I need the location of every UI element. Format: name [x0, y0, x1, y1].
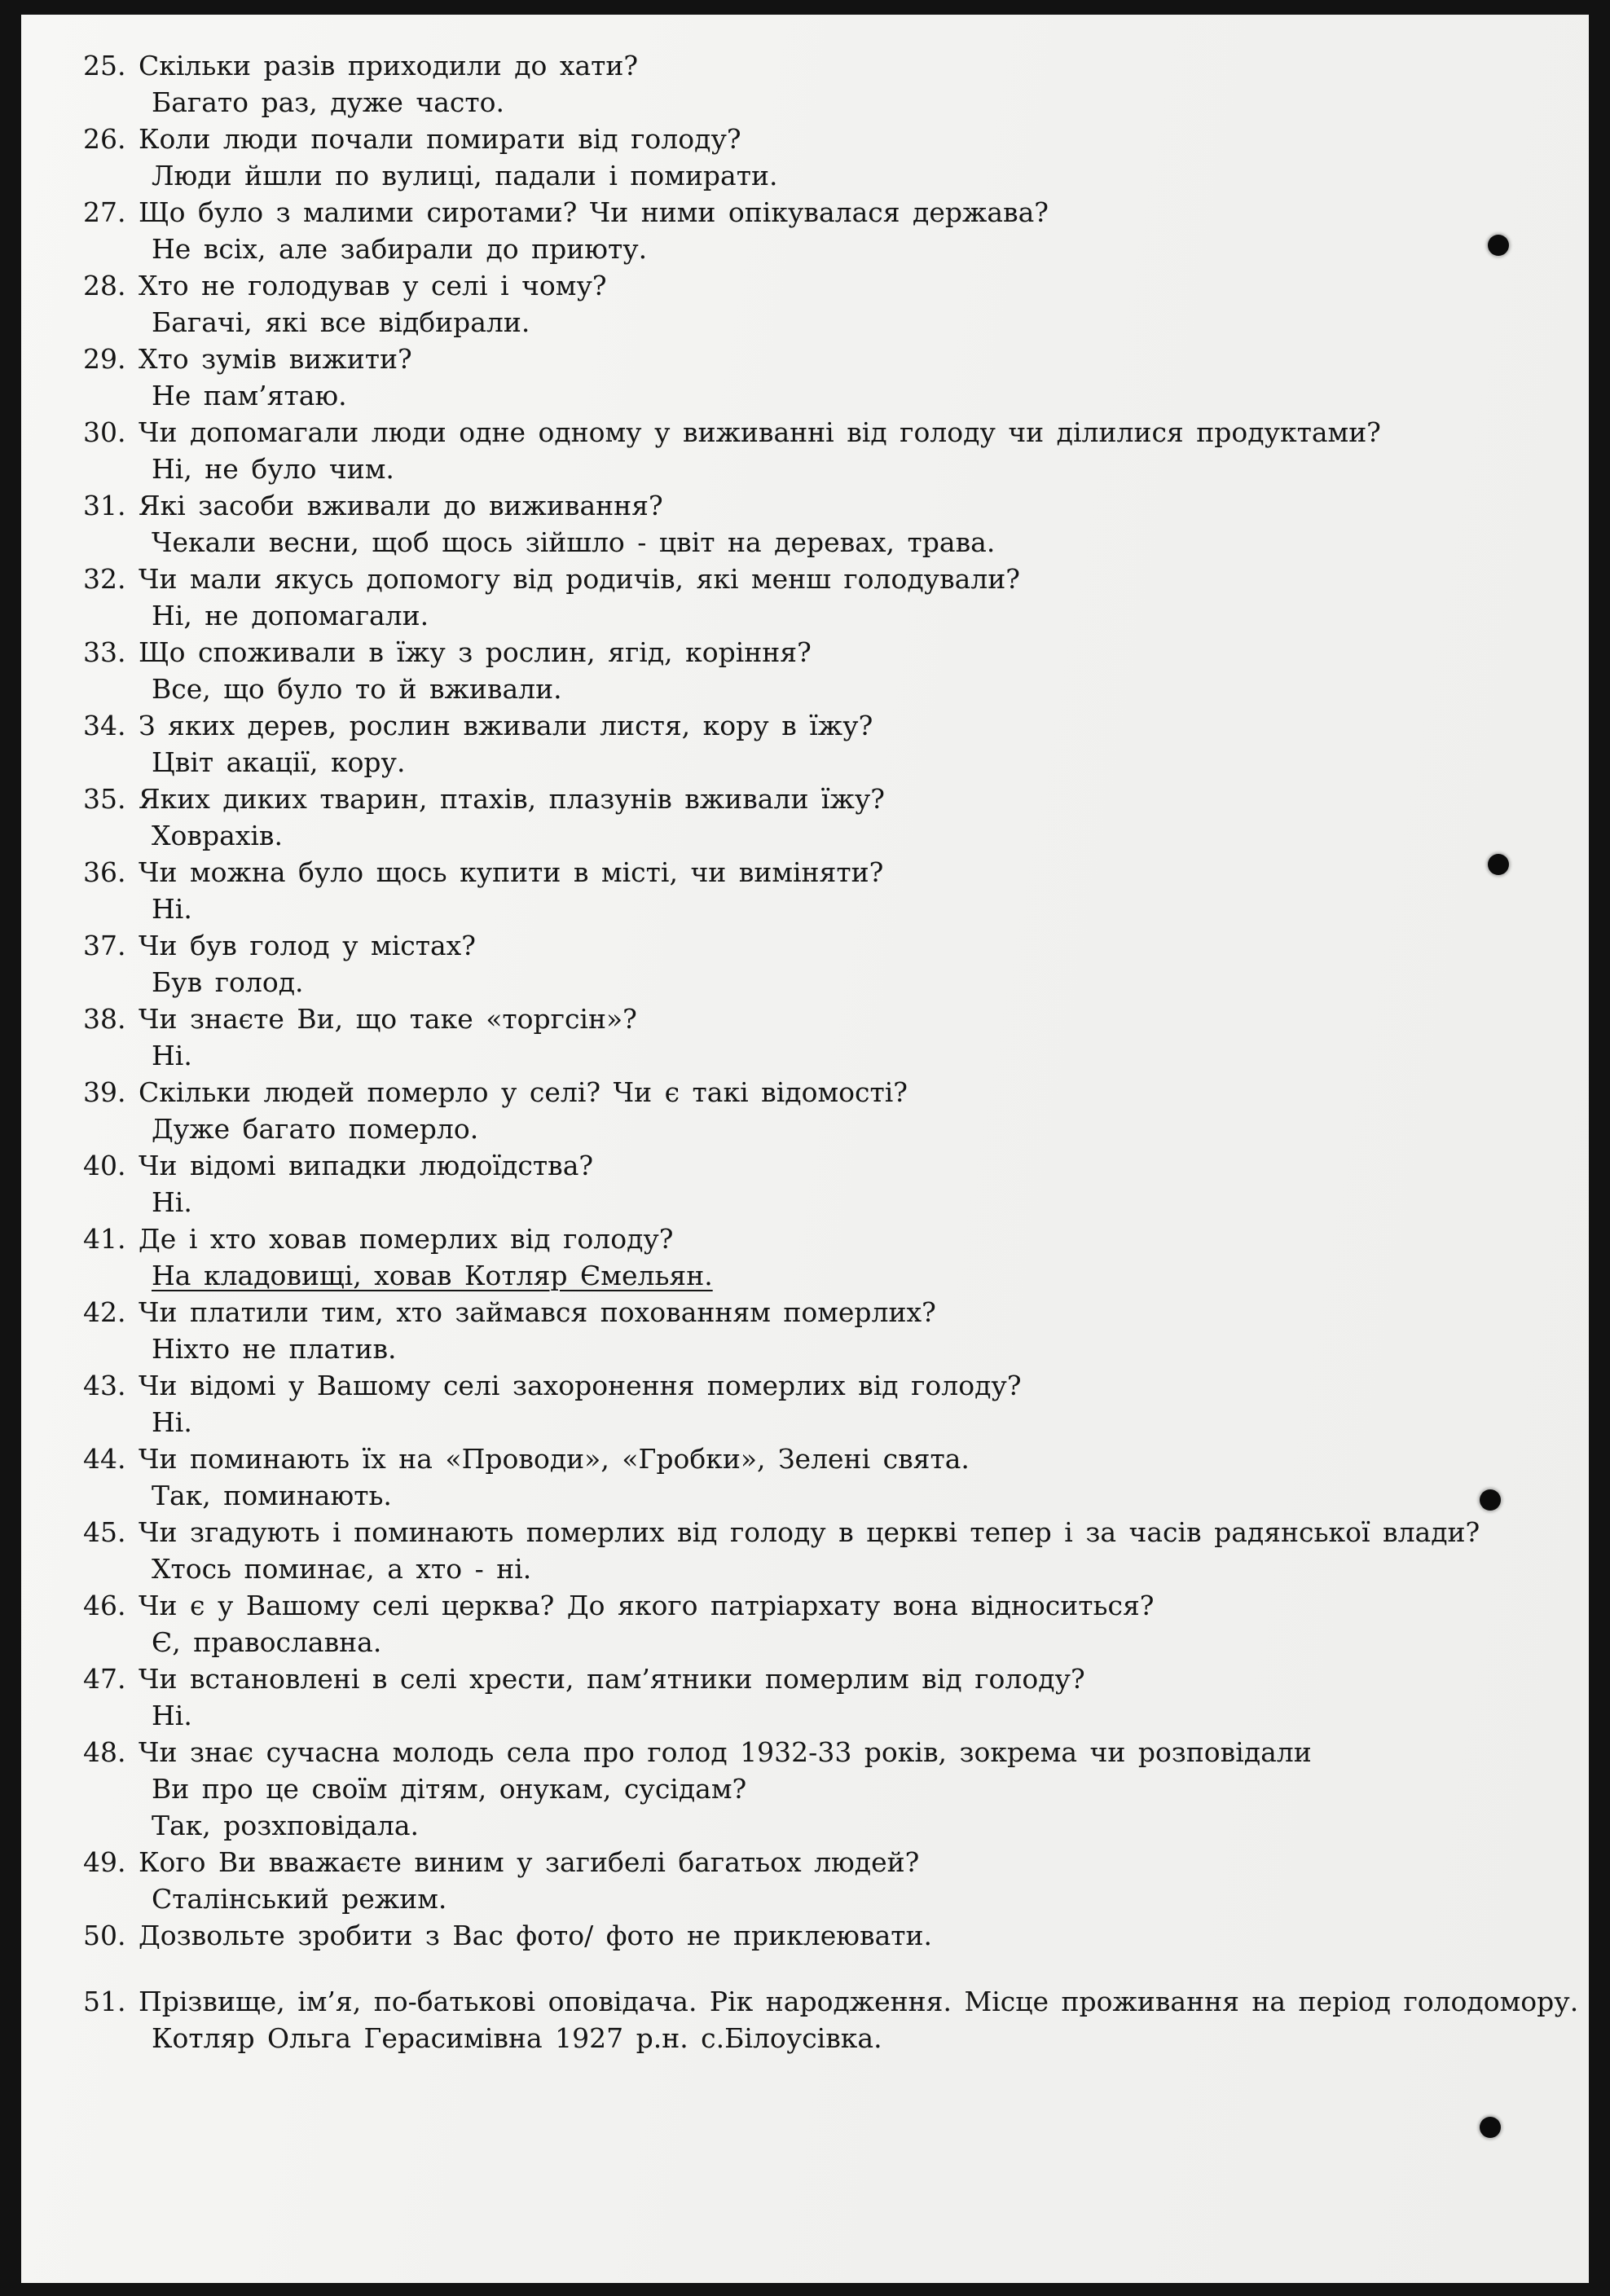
question-number: 46.	[83, 1590, 126, 1621]
answer-text: Ні.	[152, 1040, 192, 1071]
question-text: Чи згадують і поминають померлих від голоду в церкві тепер і за часів радянської влади?	[125, 1516, 1480, 1548]
question-number: 41.	[83, 1223, 126, 1255]
question-number: 48.	[83, 1736, 126, 1768]
question-number: 44.	[83, 1443, 126, 1475]
question-number: 29.	[83, 343, 126, 375]
question-number: 32.	[83, 563, 126, 595]
question-number: 37.	[83, 930, 126, 961]
answer-text: Люди йшли по вулиці, падали і помирати.	[152, 160, 778, 191]
question-40	[83, 1147, 1566, 1184]
question-35	[83, 781, 1566, 817]
question-text: Чи платили тим, хто займався похованням померлих?	[125, 1296, 936, 1328]
question-text: Чи поминають їх на «Проводи», «Гробки», Зелені свята.	[125, 1443, 970, 1475]
answer-text: Ховрахів.	[152, 820, 283, 851]
answer-text: Багато раз, дуже часто.	[152, 86, 504, 118]
question-number: 40.	[83, 1150, 126, 1181]
question-37	[83, 927, 1566, 964]
question-number: 33.	[83, 636, 126, 668]
answer-text: Котляр Ольга Герасимівна 1927 р.н. с.Білоусівка.	[152, 2022, 882, 2054]
answer-text: Ні.	[152, 893, 192, 925]
question-number: 38.	[83, 1003, 126, 1035]
question-41	[83, 1221, 1566, 1257]
question-text: Скільки разів приходили до хати?	[125, 50, 639, 81]
question-text: Що було з малими сиротами? Чи ними опікувалася держава?	[125, 196, 1049, 228]
question-43	[83, 1367, 1566, 1404]
question-42	[83, 1294, 1566, 1331]
answer-text: Дуже багато померло.	[152, 1113, 479, 1145]
question-number: 26.	[83, 123, 126, 155]
answer-text: Був голод.	[152, 966, 304, 998]
question-25	[83, 47, 1566, 84]
answer-text: На кладовищі, ховав Котляр Ємельян.	[152, 1260, 713, 1291]
answer-text: Ні.	[152, 1186, 192, 1218]
question-48	[83, 1734, 1566, 1770]
question-45	[83, 1514, 1566, 1550]
answer-text: Ні.	[152, 1700, 192, 1731]
question-31	[83, 487, 1566, 524]
question-text: Чи знаєте Ви, що таке «торгсін»?	[125, 1003, 637, 1035]
question-50	[83, 1917, 1566, 1954]
question-36	[83, 854, 1566, 891]
question-number: 50.	[83, 1920, 126, 1951]
question-number: 51.	[83, 1986, 126, 2017]
question-33	[83, 634, 1566, 671]
answer-text: Ні, не було чим.	[152, 453, 394, 485]
question-number: 49.	[83, 1846, 126, 1878]
question-text: Дозвольте зробити з Вас фото/ фото не приклеювати.	[125, 1920, 933, 1951]
answer-text: Ніхто не платив.	[152, 1333, 397, 1365]
question-text: Чи можна було щось купити в місті, чи виміняти?	[125, 856, 884, 888]
answer-text: Ні.	[152, 1406, 192, 1438]
answer-text: Не пам’ятаю.	[152, 380, 347, 411]
question-text: Чи був голод у містах?	[125, 930, 476, 961]
question-number: 35.	[83, 783, 126, 815]
question-number: 39.	[83, 1076, 126, 1108]
answer-text: Сталінський режим.	[152, 1883, 447, 1915]
question-49	[83, 1844, 1566, 1880]
question-47	[83, 1660, 1566, 1697]
question-text: Хто зумів вижити?	[125, 343, 412, 375]
question-51	[83, 1983, 1579, 2020]
question-text: Чи встановлені в селі хрести, пам’ятники померлим від голоду?	[125, 1663, 1085, 1695]
question-text: Чи допомагали люди одне одному у виживанні від голоду чи ділилися продуктами?	[125, 416, 1381, 448]
question-number: 30.	[83, 416, 126, 448]
question-number: 47.	[83, 1663, 126, 1695]
question-number: 31.	[83, 490, 126, 521]
question-number: 45.	[83, 1516, 126, 1548]
question-text: Чи знає сучасна молодь села про голод 1932-33 років, зокрема чи розповідали	[125, 1736, 1312, 1768]
question-text: Скільки людей померло у селі? Чи є такі відомості?	[125, 1076, 908, 1108]
question-text: Кого Ви вважаєте виним у загибелі багатьох людей?	[125, 1846, 920, 1878]
question-number: 42.	[83, 1296, 126, 1328]
answer-text: Є, православна.	[152, 1626, 382, 1658]
question-32	[83, 561, 1566, 597]
answer-text: Не всіх, але забирали до приюту.	[152, 233, 648, 265]
question-text: Яких диких тварин, птахів, плазунів вживали їжу?	[125, 783, 885, 815]
answer-text: Багачі, які все відбирали.	[152, 306, 530, 338]
question-text: Де і хто ховав померлих від голоду?	[125, 1223, 674, 1255]
question-number: 28.	[83, 270, 126, 301]
answer-text: Все, що було то й вживали.	[152, 673, 562, 705]
question-26	[83, 121, 1566, 157]
question-text: Чи є у Вашому селі церква? До якого патріархату вона відноситься?	[125, 1590, 1155, 1621]
answer-text: Цвіт акації, кору.	[152, 746, 406, 778]
document-page	[21, 15, 1589, 2283]
question-text: Прізвище, ім’я, по-батькові оповідача. Рік народження. Місце проживання на період голодомору.	[125, 1986, 1579, 2017]
question-text: Які засоби вживали до виживання?	[125, 490, 663, 521]
answer-text: Ні, не допомагали.	[152, 600, 429, 631]
question-text: Коли люди почали помирати від голоду?	[125, 123, 741, 155]
question-number: 43.	[83, 1370, 126, 1401]
question-text: З яких дерев, рослин вживали листя, кору в їжу?	[125, 710, 873, 741]
question-30	[83, 414, 1566, 451]
question-27	[83, 194, 1566, 231]
question-44	[83, 1440, 1566, 1477]
question-29	[83, 341, 1566, 377]
question-number: 34.	[83, 710, 126, 741]
question-text: Чи відомі випадки людоїдства?	[125, 1150, 594, 1181]
question-38	[83, 1001, 1566, 1037]
punch-hole	[1480, 2117, 1501, 2138]
answer-text: Хтось поминає, а хто - ні.	[152, 1553, 532, 1585]
answer-text: Так, розхповідала.	[152, 1810, 420, 1841]
answer-text: Чекали весни, щоб щось зійшло - цвіт на деревах, трава.	[152, 526, 996, 558]
question-text: Чи відомі у Вашому селі захоронення померлих від голоду?	[125, 1370, 1022, 1401]
questionnaire-list	[83, 47, 1579, 2056]
question-28	[83, 267, 1566, 304]
answer-text: Ви про це своїм дітям, онукам, сусідам?	[152, 1773, 747, 1805]
answer-text: Так, поминають.	[152, 1480, 392, 1511]
question-number: 25.	[83, 50, 126, 81]
question-text: Чи мали якусь допомогу від родичів, які менш голодували?	[125, 563, 1020, 595]
question-text: Хто не голодував у селі і чому?	[125, 270, 607, 301]
question-34	[83, 707, 1566, 744]
question-46	[83, 1587, 1566, 1624]
question-number: 36.	[83, 856, 126, 888]
section-gap	[83, 1954, 1566, 1983]
question-text: Що споживали в їжу з рослин, ягід, коріння?	[125, 636, 812, 668]
question-number: 27.	[83, 196, 126, 228]
question-39	[83, 1074, 1566, 1111]
